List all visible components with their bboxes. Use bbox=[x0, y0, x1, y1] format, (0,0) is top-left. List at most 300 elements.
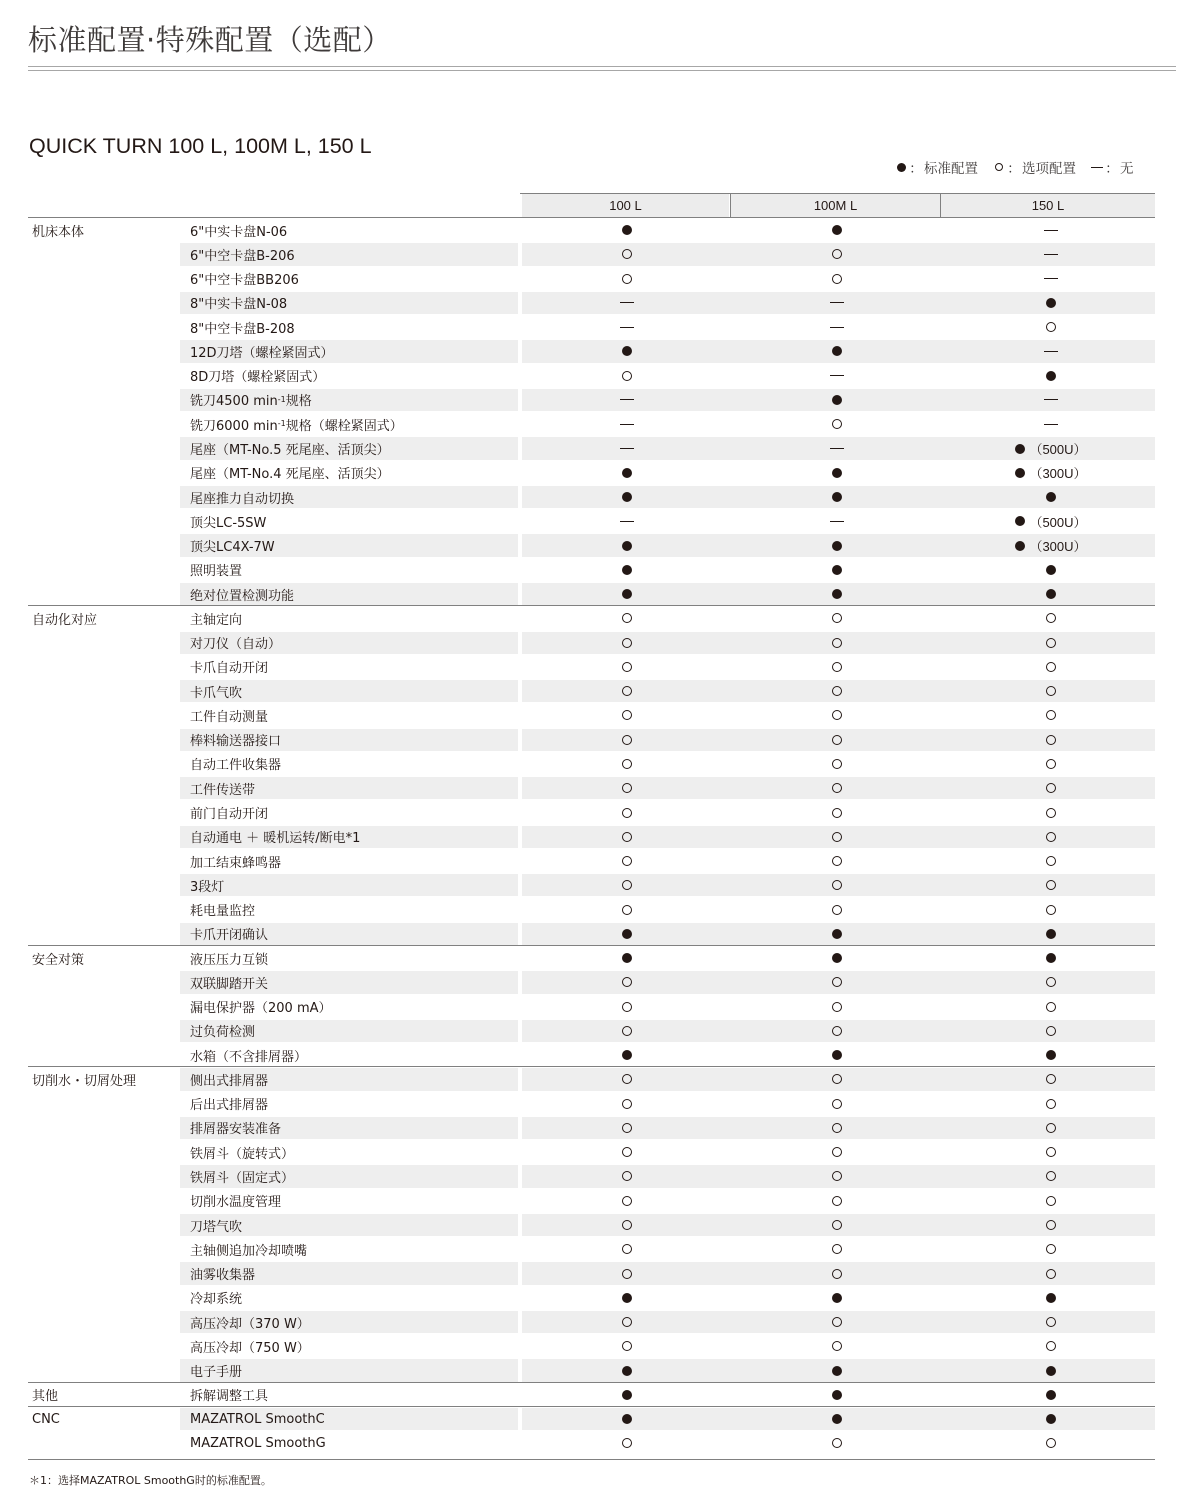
value-cell-100l bbox=[522, 1140, 732, 1164]
option-circle-icon bbox=[622, 249, 632, 259]
option-circle-icon bbox=[1046, 1341, 1056, 1351]
option-circle-icon bbox=[1046, 1123, 1056, 1133]
item-text: 尾座推力自动切换 bbox=[190, 491, 295, 507]
value-cell-150l bbox=[946, 1261, 1156, 1285]
item-text: 液压压力互锁 bbox=[190, 952, 269, 968]
item-label bbox=[190, 267, 299, 291]
standard-dot-icon bbox=[832, 541, 842, 551]
option-circle-icon bbox=[832, 1341, 842, 1351]
value-cell-100ml bbox=[732, 703, 942, 727]
option-circle-icon bbox=[622, 1099, 632, 1109]
item-text: 卡爪气吹 bbox=[190, 685, 243, 701]
standard-dot-icon bbox=[622, 225, 632, 235]
option-circle-icon bbox=[832, 710, 842, 720]
item-text: 绝对位置检测功能 bbox=[190, 588, 295, 604]
none-dash-icon bbox=[620, 327, 634, 328]
standard-dot-icon bbox=[832, 395, 842, 405]
value-cell-100ml bbox=[732, 873, 942, 897]
table-row bbox=[28, 1067, 1155, 1091]
value-cell-150l bbox=[946, 606, 1156, 630]
value-cell-100l bbox=[522, 509, 732, 533]
model-subtitle: QUICK TURN 100 L, 100M L, 150 L bbox=[29, 134, 372, 158]
value-cell-100l bbox=[522, 1067, 732, 1091]
value-cell-100ml bbox=[732, 1116, 942, 1140]
value-cell-100ml bbox=[732, 1407, 942, 1431]
value-cell-150l bbox=[946, 873, 1156, 897]
table-row bbox=[28, 800, 1155, 824]
standard-dot-icon bbox=[832, 589, 842, 599]
option-circle-icon bbox=[1046, 662, 1056, 672]
option-circle-icon bbox=[832, 1074, 842, 1084]
value-cell-100l bbox=[522, 412, 732, 436]
none-dash-icon bbox=[1090, 159, 1104, 175]
item-text: 铣刀4500 min bbox=[190, 394, 278, 410]
column-header-100ml: 100M L bbox=[731, 194, 940, 217]
item-text: 油雾收集器 bbox=[190, 1268, 256, 1284]
title-rule-bottom bbox=[28, 70, 1176, 71]
option-circle-icon bbox=[832, 1220, 842, 1230]
value-cell-150l bbox=[946, 1310, 1156, 1334]
value-cell-100l bbox=[522, 436, 732, 460]
value-cell-100ml bbox=[732, 631, 942, 655]
option-circle-icon bbox=[1046, 735, 1056, 745]
option-circle-icon bbox=[832, 638, 842, 648]
value-cell-150l bbox=[946, 1043, 1156, 1067]
item-text: 棒料输送器接口 bbox=[190, 734, 282, 750]
item-label bbox=[190, 1310, 310, 1334]
value-cell-150l bbox=[946, 631, 1156, 655]
value-cell-150l bbox=[946, 533, 1156, 557]
none-dash-icon bbox=[1044, 399, 1058, 400]
none-dash-icon bbox=[1044, 278, 1058, 279]
table-row bbox=[28, 509, 1155, 533]
item-text: 12D刀塔（螺栓紧固式） bbox=[190, 345, 334, 361]
value-cell-100l bbox=[522, 849, 732, 873]
item-text: 侧出式排屑器 bbox=[190, 1073, 269, 1089]
item-text: 高压冷却（370 W） bbox=[190, 1316, 310, 1332]
value-suffix: （300U） bbox=[1029, 466, 1087, 482]
value-cell-100l bbox=[522, 1164, 732, 1188]
table-row bbox=[28, 873, 1155, 897]
table-row bbox=[28, 1383, 1155, 1407]
option-circle-icon bbox=[1046, 1099, 1056, 1109]
item-text: 顶尖LC-5SW bbox=[190, 515, 267, 531]
item-label bbox=[190, 1189, 281, 1213]
option-circle-icon bbox=[832, 808, 842, 818]
table-row bbox=[28, 849, 1155, 873]
column-header-100l: 100 L bbox=[522, 194, 729, 217]
option-circle-icon bbox=[622, 1147, 632, 1157]
option-circle-icon bbox=[622, 274, 632, 284]
column-header-150l: 150 L bbox=[941, 194, 1155, 217]
category-label: 切削水・切屑处理 bbox=[32, 1073, 137, 1089]
none-dash-icon bbox=[1044, 230, 1058, 231]
value-cell-100l bbox=[522, 1092, 732, 1116]
option-circle-icon bbox=[832, 249, 842, 259]
standard-dot-icon bbox=[832, 1050, 842, 1060]
table-row bbox=[28, 728, 1155, 752]
item-label bbox=[190, 509, 266, 533]
legend-standard-label: 标准配置 bbox=[924, 161, 978, 177]
option-circle-icon bbox=[622, 1438, 632, 1448]
value-cell-100l bbox=[522, 1261, 732, 1285]
item-text: 高压冷却（750 W） bbox=[190, 1340, 310, 1356]
value-cell-100ml bbox=[732, 1310, 942, 1334]
item-label bbox=[190, 995, 332, 1019]
none-dash-icon bbox=[830, 327, 844, 328]
none-dash-icon bbox=[620, 521, 634, 522]
option-circle-icon bbox=[832, 1196, 842, 1206]
item-text: 6"中空卡盘B-206 bbox=[190, 248, 295, 264]
option-circle-icon bbox=[832, 274, 842, 284]
table-row bbox=[28, 485, 1155, 509]
item-label bbox=[190, 1286, 242, 1310]
value-cell-100ml bbox=[732, 728, 942, 752]
table-row bbox=[28, 922, 1155, 946]
value-cell-150l bbox=[946, 1286, 1156, 1310]
option-circle-icon bbox=[622, 710, 632, 720]
option-circle-icon bbox=[1046, 638, 1056, 648]
option-circle-icon bbox=[622, 1196, 632, 1206]
option-circle-icon bbox=[832, 686, 842, 696]
value-cell-100l bbox=[522, 606, 732, 630]
item-text: 电子手册 bbox=[190, 1365, 243, 1381]
item-text: 照明装置 bbox=[190, 564, 243, 580]
value-cell-100l bbox=[522, 315, 732, 339]
standard-dot-icon bbox=[1046, 492, 1056, 502]
item-text: 刀塔气吹 bbox=[190, 1219, 243, 1235]
option-circle-icon bbox=[832, 1317, 842, 1327]
value-cell-150l bbox=[946, 1237, 1156, 1261]
value-cell-100l bbox=[522, 582, 732, 606]
item-label bbox=[190, 897, 255, 921]
item-text: 耗电量监控 bbox=[190, 904, 256, 920]
standard-dot-icon bbox=[894, 159, 908, 175]
item-label bbox=[190, 946, 268, 970]
option-circle-icon bbox=[622, 613, 632, 623]
table-row bbox=[28, 582, 1155, 606]
option-circle-icon bbox=[622, 735, 632, 745]
item-text: 过负荷检测 bbox=[190, 1025, 256, 1041]
value-cell-100l bbox=[522, 388, 732, 412]
value-cell-100l bbox=[522, 728, 732, 752]
value-cell-100ml bbox=[732, 1140, 942, 1164]
value-cell-150l bbox=[946, 1019, 1156, 1043]
value-cell-100l bbox=[522, 800, 732, 824]
item-label bbox=[190, 315, 295, 339]
table-row bbox=[28, 412, 1155, 436]
value-cell-100ml bbox=[732, 655, 942, 679]
item-text: 8D刀塔（螺栓紧固式） bbox=[190, 370, 326, 386]
value-cell-100ml bbox=[732, 461, 942, 485]
table-row bbox=[28, 970, 1155, 994]
standard-dot-icon bbox=[622, 541, 632, 551]
table-row bbox=[28, 1043, 1155, 1067]
option-circle-icon bbox=[832, 1147, 842, 1157]
value-cell-100l bbox=[522, 679, 732, 703]
value-cell-100ml bbox=[732, 1067, 942, 1091]
value-cell-150l bbox=[946, 315, 1156, 339]
standard-dot-icon bbox=[832, 468, 842, 478]
standard-dot-icon bbox=[622, 953, 632, 963]
item-text: 自动工件收集器 bbox=[190, 758, 282, 774]
item-text: 自动通电 ＋ 暖机运转/断电*1 bbox=[190, 831, 361, 847]
value-cell-100ml bbox=[732, 1358, 942, 1382]
table-row bbox=[28, 1164, 1155, 1188]
value-cell-150l bbox=[946, 800, 1156, 824]
value-cell-150l bbox=[946, 655, 1156, 679]
option-circle-icon bbox=[1046, 977, 1056, 987]
option-circle-icon bbox=[622, 371, 632, 381]
none-dash-icon bbox=[620, 424, 634, 425]
value-cell-100ml bbox=[732, 1164, 942, 1188]
option-circle-icon bbox=[832, 783, 842, 793]
value-cell-100ml bbox=[732, 412, 942, 436]
value-cell-100l bbox=[522, 631, 732, 655]
item-label bbox=[190, 606, 242, 630]
value-cell-150l bbox=[946, 703, 1156, 727]
none-dash-icon bbox=[1044, 254, 1058, 255]
standard-dot-icon bbox=[622, 346, 632, 356]
value-cell-100ml bbox=[732, 1237, 942, 1261]
option-circle-icon bbox=[1046, 905, 1056, 915]
item-text: 6"中空卡盘BB206 bbox=[190, 273, 299, 289]
option-circle-icon bbox=[832, 1026, 842, 1036]
value-cell-100ml bbox=[732, 897, 942, 921]
option-circle-icon bbox=[1046, 322, 1056, 332]
standard-dot-icon bbox=[622, 929, 632, 939]
title-rule-top bbox=[28, 66, 1176, 67]
standard-dot-icon bbox=[622, 1414, 632, 1424]
value-cell-100l bbox=[522, 1213, 732, 1237]
option-circle-icon bbox=[832, 735, 842, 745]
option-circle-icon bbox=[622, 1341, 632, 1351]
table-row bbox=[28, 1019, 1155, 1043]
value-cell-150l bbox=[946, 461, 1156, 485]
table-row bbox=[28, 1286, 1155, 1310]
value-cell-150l bbox=[946, 291, 1156, 315]
value-cell-100ml bbox=[732, 436, 942, 460]
value-cell-100l bbox=[522, 1383, 732, 1407]
item-label bbox=[190, 436, 390, 460]
category-label: 自动化对应 bbox=[32, 612, 98, 628]
value-cell-150l bbox=[946, 849, 1156, 873]
value-cell-100l bbox=[522, 897, 732, 921]
value-cell-100ml bbox=[732, 1286, 942, 1310]
value-cell-150l bbox=[946, 1431, 1156, 1455]
item-label bbox=[190, 1261, 255, 1285]
none-dash-icon bbox=[830, 521, 844, 522]
value-cell-150l bbox=[946, 218, 1156, 242]
category-label: 安全对策 bbox=[32, 952, 85, 968]
table-row bbox=[28, 242, 1155, 266]
item-label bbox=[190, 752, 281, 776]
value-cell-150l bbox=[946, 1383, 1156, 1407]
value-cell-150l bbox=[946, 1213, 1156, 1237]
value-cell-150l bbox=[946, 1189, 1156, 1213]
legend-colon: ： bbox=[1105, 161, 1119, 177]
value-cell-100l bbox=[522, 1286, 732, 1310]
standard-dot-icon bbox=[1015, 468, 1025, 478]
item-label bbox=[190, 703, 268, 727]
item-label bbox=[190, 922, 268, 946]
option-circle-icon bbox=[832, 1002, 842, 1012]
item-text: 3段灯 bbox=[190, 879, 225, 895]
option-circle-icon bbox=[832, 662, 842, 672]
value-cell-150l bbox=[946, 776, 1156, 800]
option-circle-icon bbox=[1046, 856, 1056, 866]
value-cell-150l bbox=[946, 922, 1156, 946]
standard-dot-icon bbox=[1046, 298, 1056, 308]
value-cell-100l bbox=[522, 1116, 732, 1140]
item-text: 主轴定向 bbox=[190, 612, 243, 628]
option-circle-icon bbox=[622, 1026, 632, 1036]
value-cell-150l bbox=[946, 946, 1156, 970]
standard-dot-icon bbox=[1046, 371, 1056, 381]
value-cell-150l bbox=[946, 388, 1156, 412]
table-row bbox=[28, 315, 1155, 339]
standard-dot-icon bbox=[832, 492, 842, 502]
item-label: 铣刀6000 min -1 规格（螺栓紧固式） bbox=[190, 412, 403, 436]
option-circle-icon bbox=[832, 1244, 842, 1254]
standard-dot-icon bbox=[1046, 565, 1056, 575]
standard-dot-icon bbox=[1015, 444, 1025, 454]
table-row bbox=[28, 1310, 1155, 1334]
value-suffix: （500U） bbox=[1029, 514, 1087, 530]
table-row bbox=[28, 752, 1155, 776]
item-label bbox=[190, 291, 287, 315]
standard-dot-icon bbox=[622, 492, 632, 502]
value-cell-100l bbox=[522, 558, 732, 582]
option-circle-icon bbox=[832, 832, 842, 842]
item-label bbox=[190, 679, 242, 703]
table-row bbox=[28, 776, 1155, 800]
option-circle-icon bbox=[832, 419, 842, 429]
value-cell-100l bbox=[522, 946, 732, 970]
value-cell-150l bbox=[946, 267, 1156, 291]
none-dash-icon bbox=[830, 375, 844, 376]
option-circle-icon bbox=[1046, 880, 1056, 890]
option-circle-icon bbox=[832, 1269, 842, 1279]
standard-dot-icon bbox=[832, 346, 842, 356]
item-text: 尾座（MT-No.4 死尾座、活顶尖） bbox=[190, 467, 390, 483]
value-cell-150l bbox=[946, 1140, 1156, 1164]
value-cell-150l bbox=[946, 436, 1156, 460]
value-cell-150l bbox=[946, 995, 1156, 1019]
option-circle-icon bbox=[1046, 1002, 1056, 1012]
value-cell-150l bbox=[946, 1116, 1156, 1140]
value-cell-150l bbox=[946, 825, 1156, 849]
value-cell-150l bbox=[946, 728, 1156, 752]
option-circle-icon bbox=[622, 1269, 632, 1279]
footnote: ＊1：选择MAZATROL SmoothG时的标准配置。 bbox=[29, 1474, 272, 1487]
item-label bbox=[190, 728, 281, 752]
category-label: CNC bbox=[32, 1411, 60, 1427]
item-label bbox=[190, 1358, 242, 1382]
item-label bbox=[190, 1334, 310, 1358]
option-circle-icon bbox=[832, 856, 842, 866]
item-text: MAZATROL SmoothC bbox=[190, 1411, 325, 1427]
table-bottom-rule bbox=[28, 1459, 1155, 1460]
value-cell-100l bbox=[522, 995, 732, 1019]
value-cell-100l bbox=[522, 1431, 732, 1455]
item-text: 切削水温度管理 bbox=[190, 1195, 282, 1211]
value-cell-100ml bbox=[732, 800, 942, 824]
value-cell-150l bbox=[946, 679, 1156, 703]
item-label bbox=[190, 825, 360, 849]
standard-dot-icon bbox=[622, 1293, 632, 1303]
item-text: 6"中实卡盘N-06 bbox=[190, 224, 288, 240]
table-row bbox=[28, 1092, 1155, 1116]
value-cell-100l bbox=[522, 752, 732, 776]
item-text: 加工结束蜂鸣器 bbox=[190, 855, 282, 871]
value-cell-100ml bbox=[732, 218, 942, 242]
value-cell-100l bbox=[522, 970, 732, 994]
value-cell-100l bbox=[522, 267, 732, 291]
standard-dot-icon bbox=[622, 589, 632, 599]
table-row bbox=[28, 1213, 1155, 1237]
table-row bbox=[28, 1237, 1155, 1261]
item-label bbox=[190, 631, 281, 655]
standard-dot-icon bbox=[832, 225, 842, 235]
item-text-suffix: 规格 bbox=[285, 394, 312, 410]
value-cell-100ml bbox=[732, 533, 942, 557]
item-label bbox=[190, 582, 294, 606]
table-row bbox=[28, 388, 1155, 412]
standard-dot-icon bbox=[832, 1366, 842, 1376]
option-circle-icon bbox=[622, 1002, 632, 1012]
value-cell-150l bbox=[946, 339, 1156, 363]
value-cell-150l bbox=[946, 1092, 1156, 1116]
value-cell-150l bbox=[946, 752, 1156, 776]
standard-dot-icon bbox=[622, 1050, 632, 1060]
option-circle-icon bbox=[622, 662, 632, 672]
item-label bbox=[190, 776, 255, 800]
option-circle-icon bbox=[622, 1220, 632, 1230]
item-label bbox=[190, 873, 224, 897]
value-cell-100ml bbox=[732, 825, 942, 849]
standard-dot-icon bbox=[832, 953, 842, 963]
value-cell-100l bbox=[522, 1407, 732, 1431]
table-row bbox=[28, 558, 1155, 582]
legend-none-label: 无 bbox=[1120, 161, 1134, 177]
standard-dot-icon bbox=[1046, 1050, 1056, 1060]
none-dash-icon bbox=[620, 302, 634, 303]
option-circle-icon bbox=[832, 977, 842, 987]
value-cell-100ml bbox=[732, 291, 942, 315]
value-cell-100l bbox=[522, 291, 732, 315]
value-cell-150l bbox=[946, 1067, 1156, 1091]
item-label bbox=[190, 339, 334, 363]
value-cell-150l bbox=[946, 1334, 1156, 1358]
value-cell-100ml bbox=[732, 606, 942, 630]
item-text-suffix: 规格（螺栓紧固式） bbox=[285, 418, 403, 434]
item-label bbox=[190, 1116, 281, 1140]
option-circle-icon bbox=[1046, 710, 1056, 720]
table-row bbox=[28, 897, 1155, 921]
standard-dot-icon bbox=[832, 565, 842, 575]
option-circle-icon bbox=[622, 856, 632, 866]
value-cell-100l bbox=[522, 339, 732, 363]
value-cell-150l bbox=[946, 412, 1156, 436]
value-suffix: （500U） bbox=[1029, 442, 1087, 458]
value-cell-150l bbox=[946, 1164, 1156, 1188]
spec-table bbox=[28, 218, 1155, 1456]
item-label bbox=[190, 1213, 242, 1237]
value-cell-150l bbox=[946, 1358, 1156, 1382]
table-row bbox=[28, 825, 1155, 849]
item-text: MAZATROL SmoothG bbox=[190, 1435, 326, 1451]
